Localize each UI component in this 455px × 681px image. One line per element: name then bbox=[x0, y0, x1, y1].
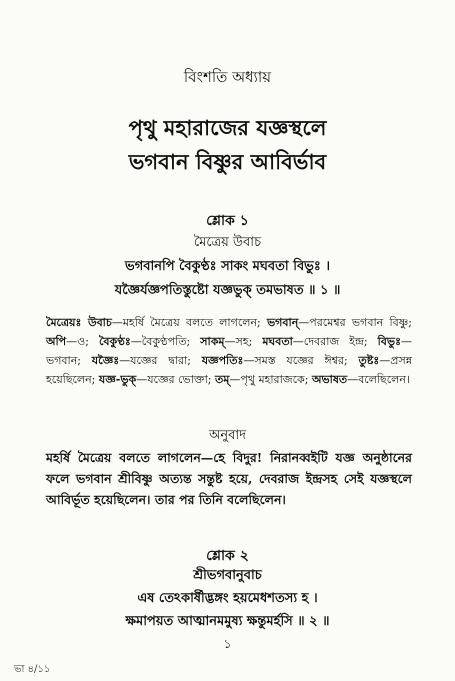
synonym-entry: মৈত্রেয়ঃ উবাচ—মহর্ষি মৈত্রেয় বলতে লাগলেন; bbox=[46, 316, 267, 329]
word-meanings bbox=[46, 313, 412, 389]
chapter-title-line-1: পৃথু মহারাজের যজ্ঞস্থলে bbox=[128, 115, 327, 140]
synonym-entry: তুষ্টঃ—প্রসন্ন হয়েছিলেন; bbox=[46, 354, 412, 386]
synonym-entry: যজ্ঞৈঃ—যজ্ঞের দ্বারা; bbox=[91, 354, 202, 367]
synonym-entry: অভাষত—বলেছিলেন। bbox=[311, 373, 410, 386]
synonym-entry: যজ্ঞ-ভুক্—যজ্ঞের ভোক্তা; bbox=[98, 373, 215, 386]
shloka-1-verse-line-2: যজ্ঞৈর্যজ্ঞপতিস্তুষ্টো যজ্ঞভুক্ তমভাষত ॥ ১ ॥ bbox=[114, 283, 341, 298]
synonym-entry: বৈকুণ্ঠঃ—বৈকুণ্ঠপতি; bbox=[98, 335, 201, 348]
shloka-1-heading: শ্লোক ১ bbox=[206, 213, 249, 229]
shloka-2-speaker: শ্রীভগবানুবাচ bbox=[193, 568, 262, 583]
synonym-entry: সাকম্—সহ; bbox=[200, 335, 263, 348]
shloka-2-verse-line-2: ক্ষমাপয়ত আত্মানমমুষ্য ক্ষন্তুমর্হসি ॥ ২ ॥ bbox=[125, 614, 330, 629]
chapter-heading: বিংশতি অধ্যায় bbox=[183, 68, 272, 86]
synonym-entry: যজ্ঞপতিঃ—সমস্ত যজ্ঞের ঈশ্বর; bbox=[201, 354, 359, 367]
synonym-entry: ভগবান্—পরমেশ্বর ভগবান বিষ্ণু; bbox=[266, 316, 412, 329]
shloka-1-speaker: মৈত্রেয় উবাচ bbox=[193, 235, 262, 250]
page-number: ১ bbox=[223, 637, 232, 651]
synonym-entry: তম্—পৃথু মহারাজকে; bbox=[214, 373, 312, 386]
signature-code: ভা ৪/১১ bbox=[14, 664, 51, 675]
synonym-entry: বিভুঃ—ভগবান; bbox=[46, 335, 412, 367]
shloka-2-heading: শ্লোক ২ bbox=[206, 548, 249, 564]
translation-heading: অনুবাদ bbox=[209, 428, 246, 443]
translation-text: মহর্ষি মৈত্রেয় বলতে লাগলেন—হে বিদুর! নিরানব্বইটি যজ্ঞ অনুষ্ঠানের ফলে ভগবান শ্রীবিষ্ণু অত্যন্ত সন্তুষ্ট হয়ে, দেবরাজ ইন্দ্রসহ সেই যজ্ঞস্থলে আবির্ভূত হয়েছিলেন। তার পর তিনি বলেছিলেন। bbox=[46, 450, 412, 507]
shloka-1-verse-line-1: ভগবানপি বৈকুণ্ঠঃ সাকং মঘবতা বিভুঃ । bbox=[125, 259, 330, 274]
shloka-2-verse-line-1: এষ তেঽকার্ষীদ্ভঙ্গং হয়মেধশতস্য হ । bbox=[137, 591, 318, 606]
synonym-entry: মঘবতা—দেবরাজ ইন্দ্র; bbox=[262, 335, 378, 348]
chapter-title-line-2: ভগবান বিষ্ণুর আবির্ভাব bbox=[128, 149, 327, 174]
synonym-entry: অপি—ও; bbox=[46, 335, 99, 348]
